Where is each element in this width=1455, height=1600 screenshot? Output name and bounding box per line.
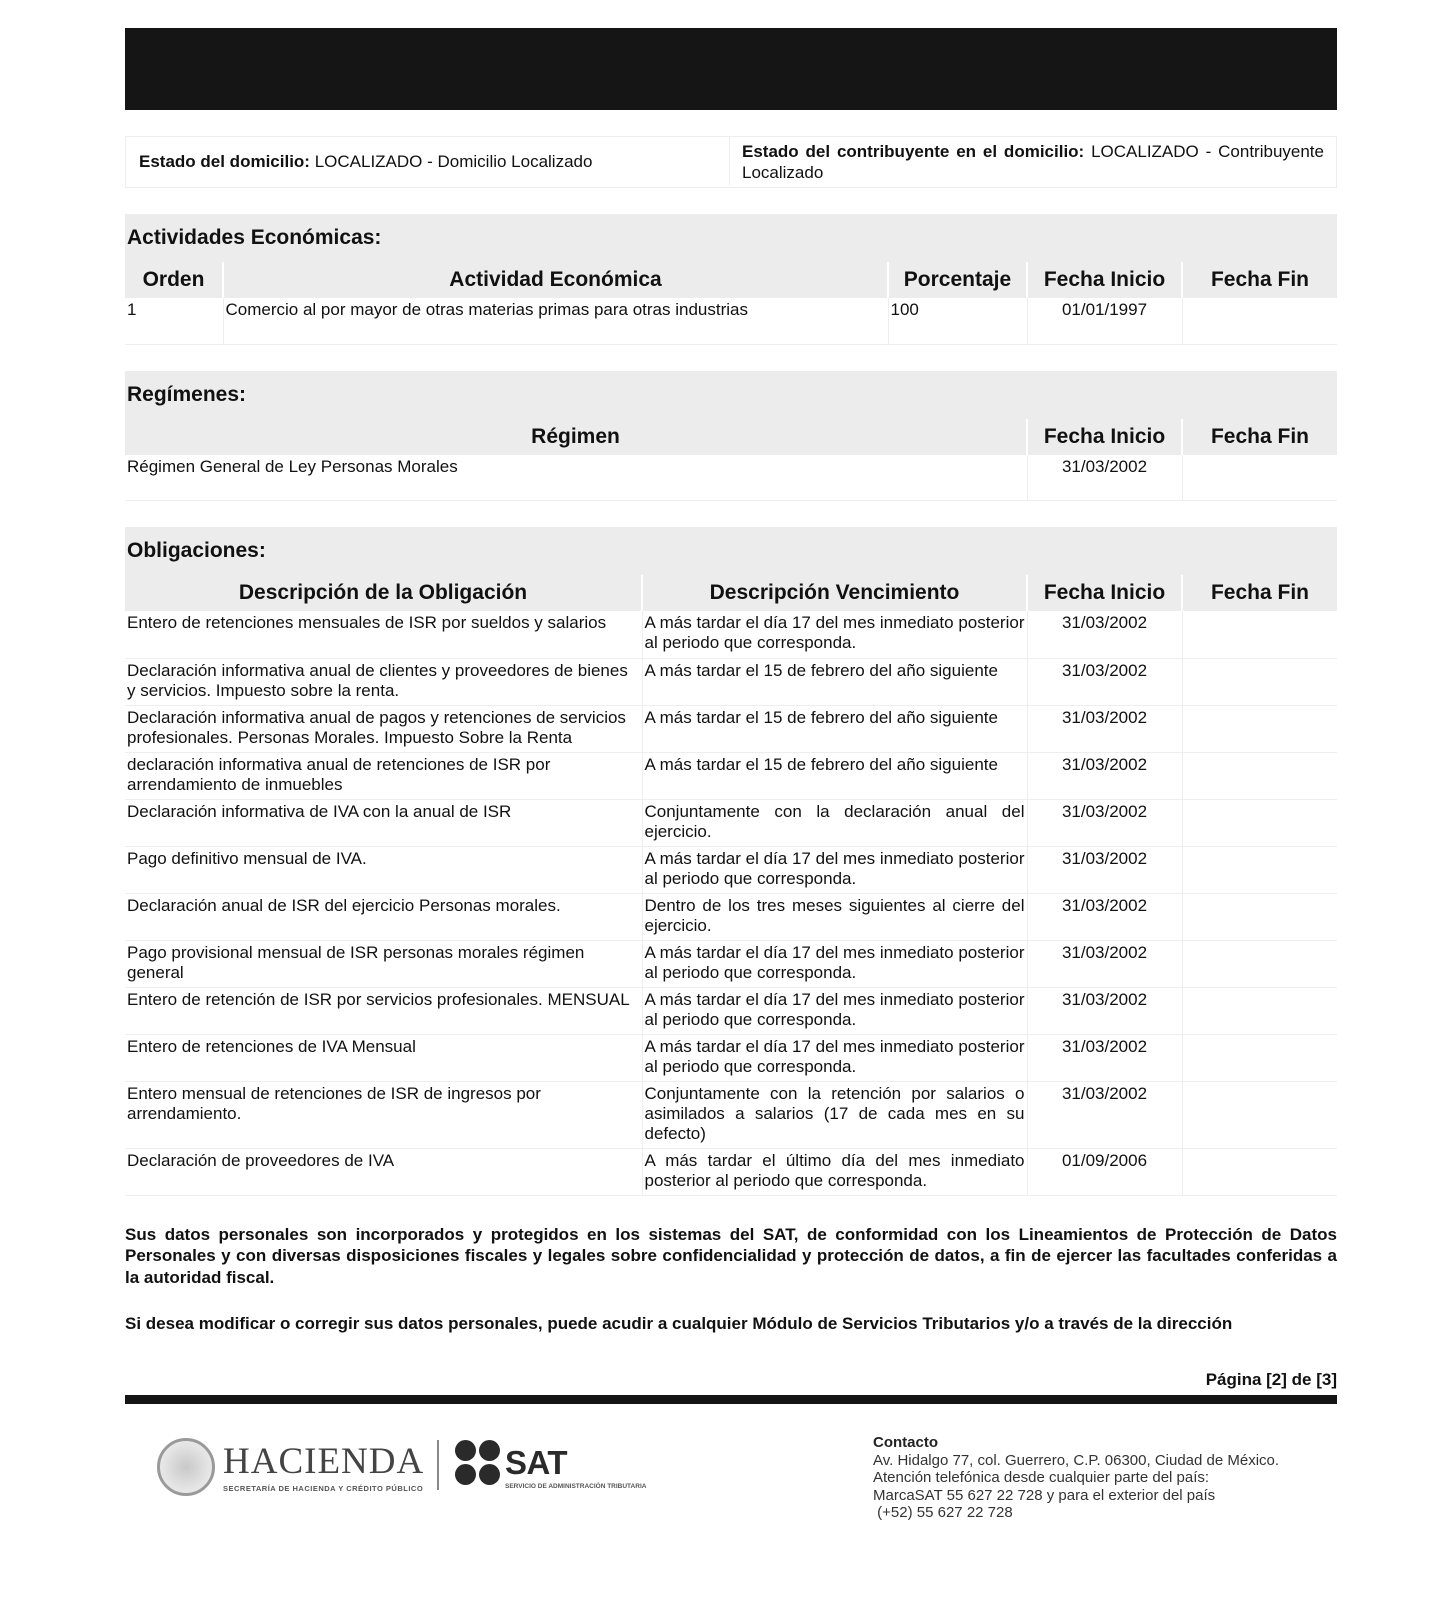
- cell-vencimiento: A más tardar el 15 de febrero del año siguiente: [642, 752, 1027, 799]
- table-row: [125, 1081, 1337, 1148]
- contact-line: Av. Hidalgo 77, col. Guerrero, C.P. 06300, Ciudad de México.: [873, 1451, 1280, 1469]
- sat-logo-subtitle: SERVICIO DE ADMINISTRACIÓN TRIBUTARIA: [505, 1483, 647, 1490]
- regimenes-section: [125, 371, 1337, 502]
- cell-orden: 1: [125, 298, 223, 344]
- header-orden: Orden: [125, 262, 223, 298]
- cell-fecha-fin: [1182, 846, 1337, 893]
- cell-fecha-fin: [1182, 611, 1337, 658]
- privacy-notice-2: Si desea modificar o corregir sus datos personales, puede acudir a cualquier Módulo de Servicios Tributarios y/o a través de la dirección: [125, 1314, 1233, 1333]
- status-box: [125, 136, 1337, 188]
- actividades-section: [125, 214, 1337, 345]
- cell-fecha-fin: [1182, 1034, 1337, 1081]
- cell-fecha-inicio: 31/03/2002: [1027, 846, 1182, 893]
- table-row: [125, 611, 1337, 658]
- table-row: [125, 846, 1337, 893]
- cell-vencimiento: A más tardar el día 17 del mes inmediato posterior al periodo que corresponda.: [642, 846, 1027, 893]
- table-row: [125, 1148, 1337, 1195]
- cell-fecha-fin: [1182, 987, 1337, 1034]
- header-fecha-inicio: Fecha Inicio: [1027, 419, 1182, 455]
- actividades-body: [125, 298, 1337, 344]
- header-actividad: Actividad Económica: [223, 262, 888, 298]
- footer-bar: [125, 1395, 1337, 1404]
- header-fecha-fin: Fecha Fin: [1182, 575, 1337, 611]
- table-row: [125, 298, 1337, 344]
- contribuyente-status: [730, 137, 1336, 187]
- table-row: [125, 893, 1337, 940]
- obligaciones-table: [125, 575, 1337, 1196]
- obligaciones-section: [125, 527, 1337, 1196]
- cell-fecha-fin: [1182, 1148, 1337, 1195]
- header-vencimiento: Descripción Vencimiento: [642, 575, 1027, 611]
- cell-regimen: Régimen General de Ley Personas Morales: [125, 455, 1027, 501]
- cell-fecha-inicio: 01/09/2006: [1027, 1148, 1182, 1195]
- domicilio-status: [126, 137, 730, 185]
- table-row: [125, 1034, 1337, 1081]
- cell-descripcion: Entero mensual de retenciones de ISR de ingresos por arrendamiento.: [125, 1081, 642, 1148]
- cell-vencimiento: A más tardar el 15 de febrero del año siguiente: [642, 658, 1027, 705]
- header-regimen: Régimen: [125, 419, 1027, 455]
- cell-fecha-fin: [1182, 705, 1337, 752]
- contribuyente-label: Estado del contribuyente en el domicilio:: [742, 142, 1085, 161]
- cell-descripcion: Declaración informativa de IVA con la anual de ISR: [125, 799, 642, 846]
- cell-vencimiento: Conjuntamente con la declaración anual del ejercicio.: [642, 799, 1027, 846]
- table-row: [125, 940, 1337, 987]
- actividades-table: [125, 262, 1337, 345]
- obligaciones-body: [125, 611, 1337, 1195]
- contact-title: Contacto: [873, 1434, 938, 1451]
- cell-vencimiento: A más tardar el día 17 del mes inmediato posterior al periodo que corresponda.: [642, 611, 1027, 658]
- hacienda-logo-text: HACIENDA: [223, 1441, 425, 1482]
- national-seal-icon: [157, 1438, 215, 1496]
- regimenes-table: [125, 419, 1337, 502]
- cell-descripcion: Entero de retención de ISR por servicios profesionales. MENSUAL: [125, 987, 642, 1034]
- table-row: [125, 799, 1337, 846]
- cell-fecha-inicio: 31/03/2002: [1027, 1081, 1182, 1148]
- logo-divider: [437, 1440, 439, 1490]
- cell-fecha-inicio: 31/03/2002: [1027, 705, 1182, 752]
- cell-vencimiento: Conjuntamente con la retención por salarios o asimilados a salarios (17 de cada mes en su defecto): [642, 1081, 1027, 1148]
- cell-fecha-inicio: 31/03/2002: [1027, 658, 1182, 705]
- table-row: [125, 658, 1337, 705]
- cell-fecha-inicio: 31/03/2002: [1027, 987, 1182, 1034]
- sat-dots-icon: [455, 1440, 501, 1486]
- contact-line: Atención telefónica desde cualquier parte del país:: [873, 1469, 1210, 1486]
- header-porcentaje: Porcentaje: [888, 262, 1027, 298]
- actividades-title: Actividades Económicas:: [125, 214, 1337, 262]
- cell-fecha-fin: [1182, 799, 1337, 846]
- cell-descripcion: Declaración informativa anual de pagos y retenciones de servicios profesionales. Personas Morales. Impuesto Sobre la Renta: [125, 705, 642, 752]
- cell-actividad: Comercio al por mayor de otras materias primas para otras industrias: [223, 298, 888, 344]
- cell-descripcion: Declaración de proveedores de IVA: [125, 1148, 642, 1195]
- cell-fecha-fin: [1182, 893, 1337, 940]
- cell-fecha-inicio: 31/03/2002: [1027, 752, 1182, 799]
- domicilio-label: Estado del domicilio:: [139, 151, 310, 171]
- cell-descripcion: Declaración informativa anual de clientes y proveedores de bienes y servicios. Impuesto sobre la renta.: [125, 658, 642, 705]
- cell-vencimiento: A más tardar el 15 de febrero del año siguiente: [642, 705, 1027, 752]
- cell-vencimiento: A más tardar el día 17 del mes inmediato posterior al periodo que corresponda.: [642, 1034, 1027, 1081]
- privacy-notice: Sus datos personales son incorporados y protegidos en los sistemas del SAT, de conformidad con los Lineamientos de Protección de Datos Personales y con diversas disposiciones fiscales y legales sobre confidencialidad y protección de datos, a fin de ejercer las facultades conferidas a la autoridad fiscal.: [125, 1224, 1337, 1287]
- table-row: [125, 705, 1337, 752]
- cell-fecha-inicio: 31/03/2002: [1027, 799, 1182, 846]
- header-fecha-fin: Fecha Fin: [1182, 262, 1337, 298]
- cell-fecha-fin: [1182, 455, 1337, 501]
- document-page: [125, 28, 1337, 1530]
- contribuyente-value: LOCALIZADO - Contribuyente Localizado: [742, 142, 1324, 182]
- contact-line: (+52) 55 627 22 728: [873, 1504, 1013, 1521]
- cell-fecha-inicio: 31/03/2002: [1027, 1034, 1182, 1081]
- cell-vencimiento: A más tardar el último día del mes inmediato posterior al periodo que corresponda.: [642, 1148, 1027, 1195]
- hacienda-logo-subtitle: SECRETARÍA DE HACIENDA Y CRÉDITO PÚBLICO: [223, 1484, 424, 1493]
- regimenes-title: Regímenes:: [125, 371, 1337, 419]
- cell-fecha-inicio: 31/03/2002: [1027, 893, 1182, 940]
- cell-descripcion: Entero de retenciones mensuales de ISR por sueldos y salarios: [125, 611, 642, 658]
- redacted-header-bar: [125, 28, 1337, 110]
- cell-descripcion: Pago provisional mensual de ISR personas morales régimen general: [125, 940, 642, 987]
- header-descripcion: Descripción de la Obligación: [125, 575, 642, 611]
- footer: [125, 1404, 1337, 1530]
- cell-fecha-inicio: 31/03/2002: [1027, 940, 1182, 987]
- cell-fecha-fin: [1182, 658, 1337, 705]
- cell-vencimiento: A más tardar el día 17 del mes inmediato posterior al periodo que corresponda.: [642, 987, 1027, 1034]
- page-number: Página [2] de [3]: [1205, 1370, 1337, 1389]
- cell-descripcion: Entero de retenciones de IVA Mensual: [125, 1034, 642, 1081]
- cell-vencimiento: Dentro de los tres meses siguientes al cierre del ejercicio.: [642, 893, 1027, 940]
- domicilio-value: LOCALIZADO - Domicilio Localizado: [309, 151, 593, 171]
- table-row: [125, 987, 1337, 1034]
- cell-fecha-inicio: 31/03/2002: [1027, 455, 1182, 501]
- cell-fecha-inicio: 31/03/2002: [1027, 611, 1182, 658]
- regimenes-body: [125, 455, 1337, 501]
- header-fecha-fin: Fecha Fin: [1182, 419, 1337, 455]
- cell-fecha-fin: [1182, 1081, 1337, 1148]
- cell-fecha-fin: [1182, 298, 1337, 344]
- cell-descripcion: declaración informativa anual de retenciones de ISR por arrendamiento de inmuebles: [125, 752, 642, 799]
- cell-porcentaje: 100: [888, 298, 1027, 344]
- table-row: [125, 752, 1337, 799]
- cell-fecha-fin: [1182, 752, 1337, 799]
- cell-descripcion: Declaración anual de ISR del ejercicio Personas morales.: [125, 893, 642, 940]
- cell-descripcion: Pago definitivo mensual de IVA.: [125, 846, 642, 893]
- header-fecha-inicio: Fecha Inicio: [1027, 262, 1182, 298]
- contact-block: [873, 1434, 1279, 1522]
- sat-logo-text: SAT: [505, 1444, 568, 1481]
- obligaciones-title: Obligaciones:: [125, 527, 1337, 575]
- cell-fecha-inicio: 01/01/1997: [1027, 298, 1182, 344]
- contact-line: MarcaSAT 55 627 22 728 y para el exterior del país: [873, 1486, 1216, 1504]
- header-fecha-inicio: Fecha Inicio: [1027, 575, 1182, 611]
- cell-fecha-fin: [1182, 940, 1337, 987]
- cell-vencimiento: A más tardar el día 17 del mes inmediato posterior al periodo que corresponda.: [642, 940, 1027, 987]
- table-row: [125, 455, 1337, 501]
